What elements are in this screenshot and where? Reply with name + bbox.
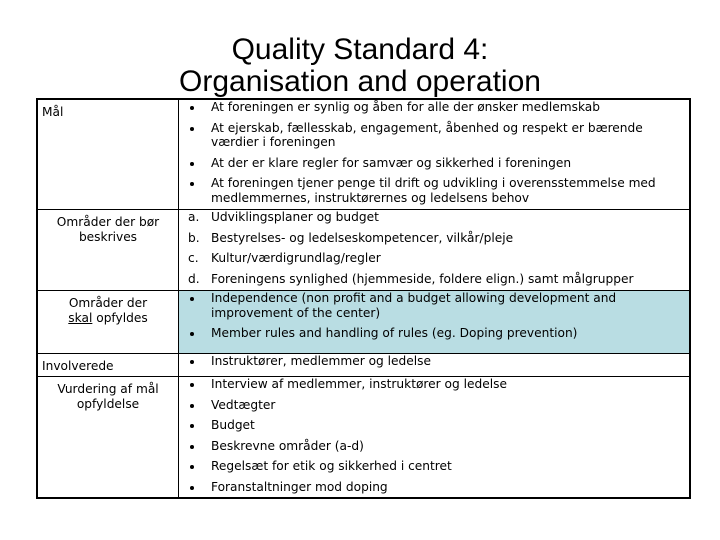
list-item (179, 210, 689, 225)
list-item (179, 176, 689, 205)
list-item-text: Independence (non profit and a budget allowing development and improvement of the center) (211, 291, 617, 320)
list-item-text: Member rules and handling of rules (eg. Doping prevention) (211, 326, 578, 340)
list-item (179, 418, 689, 433)
title-line-2: Organisation and operation (179, 65, 541, 98)
row-content-involverede (179, 353, 691, 377)
list-item (179, 251, 689, 266)
list-item (179, 231, 689, 246)
list-item-text: At der er klare regler for samvær og sikkerhed i foreningen (211, 155, 572, 170)
list-item-text: At ejerskab, fællesskab, engagement, åbenhed og respekt er bærende værdier i foreningen (211, 120, 643, 149)
row-label-involverede: Involverede (37, 353, 179, 377)
list-item (179, 480, 689, 495)
list-item-text: Foranstaltninger mod doping (211, 479, 388, 494)
list-item (179, 377, 689, 392)
row-vurdering (37, 377, 690, 499)
list-item (179, 398, 689, 413)
list-marker: d. (188, 271, 200, 286)
row-label-omrader-bor: Områder der bør beskrives (37, 210, 179, 291)
list-item (179, 354, 689, 369)
list-item-text: Instruktører, medlemmer og ledelse (211, 353, 432, 368)
row-label-omrader-skal (37, 291, 179, 354)
row-involverede (37, 353, 690, 377)
list-item-text: Regelsæt for etik og sikkerhed i centret (211, 459, 452, 473)
row-omrader-bor (37, 210, 690, 291)
list-item-text: Beskrevne områder (a-d) (211, 438, 364, 453)
list-marker: b. (188, 230, 200, 245)
list-item-text: Foreningens synlighed (hjemmeside, foldere elign.) samt målgrupper (211, 271, 634, 286)
list-item (179, 156, 689, 171)
row-content-mal (179, 99, 691, 210)
list-item-text: At foreningen er synlig og åben for alle der ønsker medlemskab (211, 100, 601, 114)
list-item (179, 121, 689, 150)
list-item (179, 439, 689, 454)
row-content-omrader-bor (179, 210, 691, 291)
label-emphasis: skal (68, 310, 93, 325)
list-marker: a. (188, 210, 200, 224)
label-text: opfyldes (96, 310, 148, 325)
list-item-text: Interview af medlemmer, instruktører og ledelse (211, 377, 507, 391)
list-item (179, 326, 689, 341)
list-item-text: Budget (211, 418, 255, 432)
row-label-mal: Mål (37, 99, 179, 210)
title-line-1: Quality Standard 4: (231, 33, 489, 66)
row-label-vurdering: Vurdering af mål opfyldelse (37, 377, 179, 499)
list-marker: c. (188, 251, 199, 265)
row-mal (37, 99, 690, 210)
quality-standard-table (36, 98, 691, 499)
page-title (0, 34, 720, 98)
list-item (179, 459, 689, 474)
row-content-omrader-skal (179, 291, 691, 354)
list-item-text: Vedtægter (211, 397, 276, 412)
label-text: Områder der (68, 296, 148, 310)
list-item (179, 272, 689, 287)
list-item-text: Kultur/værdigrundlag/regler (211, 251, 381, 265)
list-item-text: At foreningen tjener penge til drift og udvikling i overensstemmelse med medlemmernes, instruktørernes og ledelsens behov (211, 176, 656, 205)
row-content-vurdering (179, 377, 691, 499)
list-item (179, 291, 689, 320)
list-item (179, 100, 689, 115)
list-item-text: Udviklingsplaner og budget (211, 210, 379, 224)
row-omrader-skal (37, 291, 690, 354)
list-item-text: Bestyrelses- og ledelseskompetencer, vilkår/pleje (211, 230, 514, 245)
